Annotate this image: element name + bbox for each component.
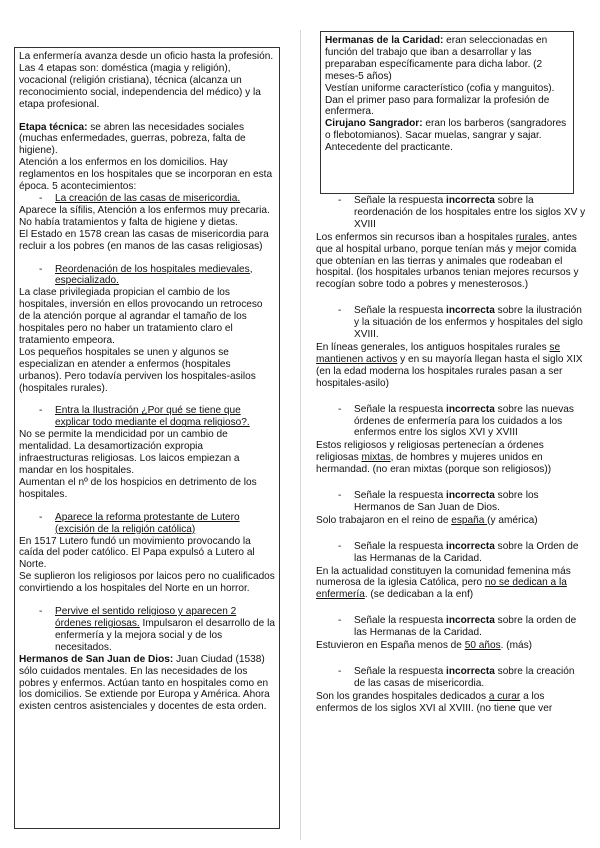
bullet-title: Entra la Ilustración ¿Por qué se tiene que explicar todo mediante el dogma religioso?. [55, 405, 250, 429]
bullet-title: Pervive el sentido religioso y aparecen 2 órdenes religiosas. [55, 606, 237, 629]
etapa-tecnica-label: Etapa técnica: [19, 121, 88, 133]
question-keyword: incorrecta [446, 305, 495, 317]
answer-highlight: rurales [515, 231, 547, 243]
cirujano-paragraph: Cirujano Sangrador: eran los barberos (sangradores o flebotomianos). Sacar muelas, sangrar y sajar. Antecedente del practicante. [325, 118, 567, 154]
body-text: No se permite la mendicidad por un cambio de mentalidad. La desamortización expropia infraestructuras religiosas. Los laicos empiezan a mandar en los hospitales. [19, 429, 240, 476]
question-keyword: incorrecta [446, 403, 495, 415]
question-dash: - [338, 490, 342, 502]
question-4 [338, 490, 586, 514]
question-text: sobre las nuevas órdenes de enfermería para los cuidados a los enfermos entre los siglos XVI y XVIII [354, 403, 574, 439]
answer-6: Estuvieron en España menos de 50 años. (más) [316, 640, 533, 652]
atencion-paragraph: Atención a los enfermos en los domicilios. Hay reglamentos en los hospitales que se incorporan en esta época. 5 acontecimientos: [19, 157, 273, 193]
stages-paragraph: Las 4 etapas son: doméstica (magia y religión), vocacional (religión cristiana), técnica (alcanza un reconocimiento social, independencia del médico) y la etapa profesional. [19, 62, 261, 110]
bullet-dash: - [39, 405, 43, 417]
question-dash: - [338, 666, 342, 677]
bullet-ordenes-religiosas [39, 606, 275, 654]
bullet-title: La creación de las casas de misericordia. [55, 192, 241, 204]
question-text: sobre la ilustración y la situación de los enfermos y hospitales del siglo XVIII. [354, 305, 583, 341]
question-2 [338, 305, 586, 341]
right-notes-box [320, 31, 574, 194]
question-prefix: Señale la respuesta [354, 666, 447, 677]
intro-paragraph: La enfermería avanza desde un oficio hasta la profesión. [19, 51, 274, 62]
bullet-casas-misericordia [39, 193, 275, 205]
question-prefix: Señale la respuesta [354, 195, 447, 206]
answer-7: Son los grandes hospitales dedicados a curar a los enfermos de los siglos XVI al XVIII. (no tiene que ver [316, 690, 553, 714]
body-text: Aumentan el nº de los hospicios en detrimento de los hospitales. [19, 476, 257, 500]
cirujano-label: Cirujano Sangrador: [325, 118, 423, 130]
question-text: sobre la orden de las Hermanas de la Caridad. [354, 615, 577, 639]
left-notes-box [14, 47, 280, 829]
question-text: sobre los Hermanos de San Juan de Dios. [354, 490, 539, 513]
bullet-title: Aparece la reforma protestante de Lutero (excisión de la religión católica) [55, 511, 240, 535]
question-prefix: Señale la respuesta [354, 305, 447, 317]
question-text: sobre la Orden de las Hermanas de la Caridad. [354, 540, 579, 564]
body-text: Impulsaron el desarrollo de la enfermería y la mejora social y de los necesitados. [55, 617, 275, 653]
question-dash: - [338, 305, 342, 317]
body-text: Se suplieron los religiosos por laicos pero no cualificados convirtiendo a los hospitales del Norte en un horror. [19, 571, 275, 595]
answer-highlight: a curar [488, 690, 521, 702]
questions-column [316, 181, 586, 715]
body-text: En 1517 Lutero fundó un movimiento provocando la caída del poder católico. El Papa expulsó a Lutero al Norte. [19, 535, 255, 571]
body-text: El Estado en 1578 crean las casas de misericordia para recluir a los pobres (en manos de las casas religiosas) [19, 228, 269, 252]
question-1 [338, 195, 586, 231]
answer-highlight: no se dedican a la enfermería [316, 577, 567, 601]
question-keyword: incorrecta [446, 540, 495, 552]
answer-highlight: se mantienen activos [316, 341, 561, 365]
answer-3: Estos religiosos y religiosas pertenecían a órdenes religiosas mixtas, de hombres y mujeres unidos en hermandad. (no eran mixtas (porque son religiosos)) [316, 440, 552, 476]
question-keyword: incorrecta [446, 615, 495, 627]
answer-highlight: 50 años [464, 640, 501, 652]
question-5 [338, 541, 586, 565]
column-divider [300, 30, 301, 840]
question-dash: - [338, 540, 342, 552]
bullet-reforma-protestante [39, 512, 275, 536]
question-3 [338, 404, 586, 440]
question-prefix: Señale la respuesta [354, 540, 447, 552]
question-keyword: incorrecta [446, 666, 495, 677]
bullet-ilustracion [39, 405, 275, 429]
answer-1: Los enfermos sin recursos iban a hospitales rurales, antes que al hospital urbano, porque tenían más y mejor comida que obtenían en las tierras y animales que rodeaban el hospital. (los hospitales urbanos tenian mejores recursos y recogían sobre todo a pobres y menesterosos.) [316, 231, 579, 291]
answer-5: En la actualidad constituyen la comunidad femenina más numerosa de la iglesia Católica, pero no se dedican a la enfermería. (se dedicaban a la enf) [316, 565, 571, 601]
hermanas-caridad-label: Hermanas de la Caridad: [325, 35, 444, 46]
hermanas-caridad-paragraph: Hermanas de la Caridad: eran seleccionadas en función del trabajo que iban a desarrollar y las preparaban específicamente para dicha labor. (2 meses-5 años) [325, 35, 548, 82]
answer-2: En líneas generales, los antiguos hospitales rurales se mantienen activos y en su mayoría llegan hasta el siglo XIX (en la edad moderna los hospitales rurales pasan a ser hospitales-asilo) [316, 341, 583, 389]
question-text: sobre la reordenación de los hospitales entre los siglos XV y XVIII [354, 195, 586, 230]
question-keyword: incorrecta [446, 490, 495, 502]
question-7 [338, 666, 586, 690]
bullet-reordenacion [39, 264, 275, 288]
bullet-dash: - [39, 511, 43, 523]
question-dash: - [338, 195, 342, 206]
question-prefix: Señale la respuesta [354, 403, 447, 415]
question-prefix: Señale la respuesta [354, 490, 447, 502]
body-text: Aparece la sífilis, Atención a los enfermos muy precaria. No había tratamientos y falta de higiene y dietas. [19, 204, 270, 228]
question-dash: - [338, 403, 342, 415]
body-text: Vestían uniforme característico (cofia y manguitos). Dan el primer paso para formalizar la profesión de enfermera. [325, 82, 555, 118]
bullet-title: Reordenación de los hospitales medievales, especializado. [55, 263, 253, 287]
question-6 [338, 615, 586, 639]
answer-highlight: mixtas [361, 452, 391, 464]
bullet-dash: - [39, 192, 43, 204]
etapa-tecnica-paragraph: Etapa técnica: se abren las necesidades sociales (muchas enfermedades, guerras, pobreza, falta de higiene). [19, 121, 246, 157]
question-text: sobre la creación de las casas de misericordia. [354, 666, 575, 689]
bullet-dash: - [39, 263, 43, 275]
answer-4: Solo trabajaron en el reino de españa (y américa) [316, 514, 538, 526]
question-prefix: Señale la respuesta [354, 615, 447, 627]
answer-highlight: españa [451, 514, 488, 526]
body-text: Los pequeños hospitales se unen y algunos se especializan en atender a enfermos (hospitales urbanos). Pero todavía perviven los hospitales-asilos (hospitales rurales). [19, 346, 256, 394]
hsjd-paragraph: Hermanos de San Juan de Dios: Juan Ciudad (1538) sólo cuidados mentales. En las necesidades de los pobres y enfermos. Actúan tanto en hospitales como en los domicilios. Se extiende por Europa y América. Ahora existen centros asistenciales y docentes de esta orden. [19, 653, 270, 713]
question-dash: - [338, 615, 342, 627]
hsjd-label: Hermanos de San Juan de Dios: [19, 653, 174, 665]
question-keyword: incorrecta [446, 195, 495, 206]
bullet-dash: - [39, 606, 43, 618]
body-text: La clase privilegiada propician el cambio de los hospitales, inversión en ellos provocando un retroceso de la atención porque al agrandar el tamaño de los hospitales pero no haber un tratamiento claro el tratamiento empeora. [19, 287, 263, 346]
